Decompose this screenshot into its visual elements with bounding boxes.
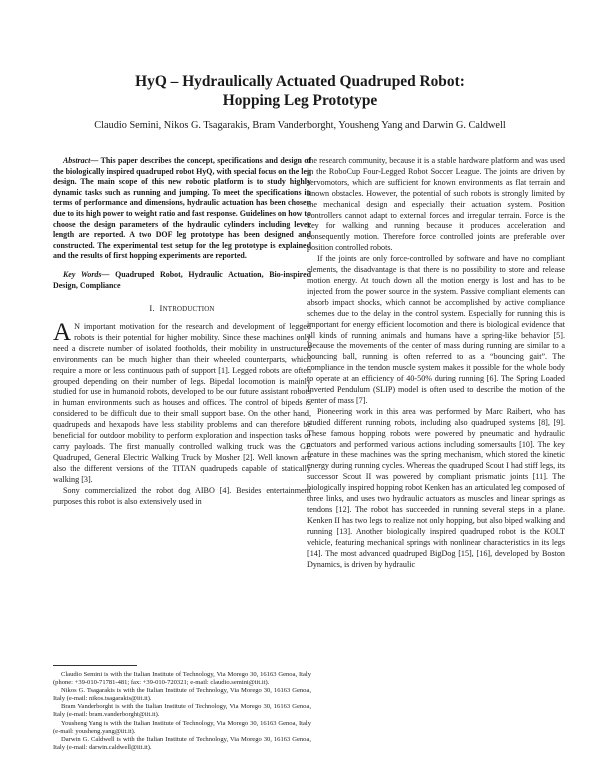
keywords-text: — Quadruped Robot, Hydraulic Actuation, Bio-inspired Design, Compliance [53,269,312,290]
intro-paragraph-2: Sony commercialized the robot dog AIBO [4]. Besides entertainment purposes this robot is also extensively used in [53,485,311,506]
abstract [53,156,311,262]
author-list: Claudio Semini, Nikos G. Tsagarakis, Bram Vanderborght, Yousheng Yang and Darwin G. Caldwell [94,120,506,131]
footnote-tsagarakis: Nikos G. Tsagarakis is with the Italian Institute of Technology, Via Morego 30, 16163 Genoa, Italy (e-mail: nikos.tsagarakis@iit.it). [53,687,311,703]
title-line-2: Hopping Leg Prototype [222,92,378,109]
left-column [53,156,311,507]
intro-paragraph-1 [53,319,311,486]
footnote-yang: Yousheng Yang is with the Italian Institute of Technology, Via Morego 30, 16163 Genoa, Italy (e-mail: yousheng.yang@iit.it). [53,719,311,735]
body-paragraph-3: Pioneering work in this area was performed by Marc Raibert, who has studied different running robots, including also quadruped systems [8], [9]. These famous hopping robots were powered by pneumatic and hydraulic actuators and performed various actions including somersaults [10]. The key feature in these machines was the spring mechanism, which stored the kinetic energy during running cycles. Whereas the quadruped Scout I had stiff legs, its successor Scout II was powered by compliant prismatic joints [11]. The biologically inspired hopping robot Kenken has an articulated leg composed of three links, and uses two hydraulic actuators as muscles and linear springs as tendons [12]. The robot has succeeded in running several steps in a plane. Kenken II has two legs to realize not only hopping, but also biped walking and running [13]. Another biologically inspired quadruped robot is the KOLT vehicle, featuring mechanical springs with nonlinear characteristics in its legs [14]. The most advanced quadruped BigDog [15], [16], developed by Boston Dynamics, is driven by hydraulic [307,406,565,569]
abstract-text: — This paper describes the concept, specifications and design of the biologically inspired quadruped robot HyQ, with special focus on the leg design. The main scope of this new robotic platform is to study highly dynamic tasks such as running and jumping. To meet the specifications in terms of performance and dimensions, hydraulic actuation has been chosen due to its high power to weight ratio and fast response. Guidelines on how to choose the design parameters of the hydraulic cylinders including lever length are reported. A two DOF leg prototype has been designed and constructed. The experimental test setup for the leg prototype is explained and the results of first hopping experiments are reported. [53,156,311,261]
footnote-semini: Claudio Semini is with the Italian Institute of Technology, Via Morego 30, 16163 Genoa, Italy (phone: +39-010-71781-481; fax: +39-010-720321; e-mail: claudio.semini@iit.it). [53,671,311,687]
body-paragraph-1: the research community, because it is a stable hardware platform and was used in the RoboCup Four-Legged Robot Soccer League. The joints are driven by servomotors, which are sufficient for known environments as flat terrain and known obstacles. However, the potential of such robots is strongly limited by the mechanical design and especially their actuation system. Position controllers cannot adapt to external forces and irregular terrain. Force is the key for walking and running because it produces acceleration and consequently motion. Therefore force controlled joints are preferable over position controlled robots. [307,156,565,253]
paper-title [40,72,560,110]
keywords-label: Key Words [63,269,102,279]
section-first-letter: I [159,303,163,314]
right-column [307,156,565,570]
body-paragraph-2: If the joints are only force-controlled by software and have no compliant elements, the disadvantage is that there is no possibility to store and release motion energy. At touch down all the motion energy is lost and has to be injected from the power source in the system. Passive compliant elements can absorb impact shocks, which cannot be accomplished by active compliance schemes due to the delay in the control system. Especially for running this is important for energy efficient locomotion and there is biological evidence that all kinds of running animals and humans have a spring-like behavior [5]. Because the movements of the center of mass during running are similar to a bouncing ball, running is often referred to as a “bouncing gait”. The compliance in the tendon muscle system makes it possible for the whole body to operate at an efficiency of 40-50% during running [6]. The Spring Loaded Inverted Pendulum (SLIP) model is often used to describe the motion of the center of mass [7]. [307,254,565,405]
author-footnotes [53,671,311,752]
footnote-rule [53,665,137,666]
intro-paragraph-1-text: N important motivation for the research and development of legged robots is their potential for higher mobility. Since these machines only need a discrete number of isolated footholds, their mobility in unstructured environments can be much higher than their wheeled counterparts, which require a more or less continuous path of support [1]. Legged robots are often grouped depending on their number of legs. Bipedal locomotion is mainly studied for use in humanoid robots, developed to be our future assistant robots in human environments such as houses and offices. The control of bipeds is considered to be difficult due to their small support base. On the other hand, quadrupeds and hexapods have less stability problems and can therefore be beneficial for outdoor mobility to perform exploration and inspection tasks or carry payloads. The first manually controlled walking truck was the GE Quadruped, General Electric Walking Truck by Mosher [2]. Well known are also the different versions of the TITAN quadrupeds capable of statically walking [3]. [53,322,311,484]
section-numeral: I. [149,303,155,314]
footnote-vanderborght: Bram Vanderborght is with the Italian Institute of Technology, Via Morego 30, 16163 Genoa, Italy (e-mail: bram.vanderborght@iit.it). [53,703,311,719]
section-heading-introduction [53,303,311,316]
footnote-caldwell: Darwin G. Caldwell is with the Italian Institute of Technology, Via Morego 30, 16163 Genoa, Italy (e-mail: darwin.caldwell@iit.it). [53,735,311,751]
keywords [53,270,311,291]
drop-cap: A [53,319,72,347]
title-line-1: HyQ – Hydraulically Actuated Quadruped Robot: [135,73,465,90]
abstract-label: Abstract [63,156,91,165]
section-title-rest: NTRODUCTION [162,306,215,314]
